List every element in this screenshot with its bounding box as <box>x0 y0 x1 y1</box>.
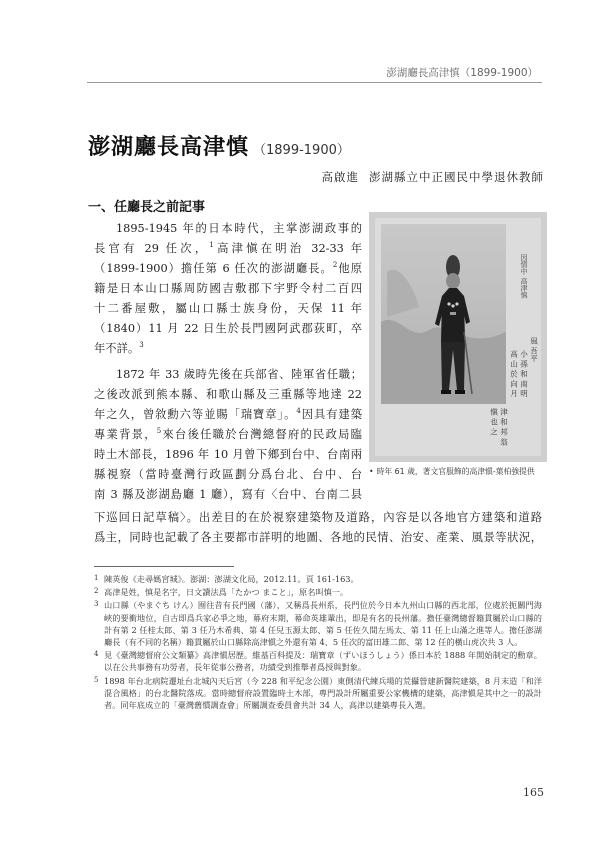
inscription-column: 高 山 於 向 月 <box>509 350 519 398</box>
paragraph-1 <box>94 219 362 359</box>
footnote-text: 陳英俊《走尋媽宮城》。澎湖：澎湖文化局，2012.11。頁 161-163。 <box>104 574 359 584</box>
body-line: 爲主，同時也記載了各主要都市詳明的地圖、各地的民情、治安、產業、風景等狀況， <box>94 531 542 544</box>
running-header-title: 澎湖廳長高津慎（1899-1900） <box>386 67 538 79</box>
inscription-column: 津 和 邦 翁 <box>499 408 509 446</box>
body-line: 籍是日本山口縣周防國吉敷郡下宇野令村二百四 <box>94 282 362 295</box>
footnote-ref[interactable]: 4 <box>296 407 301 416</box>
footnote-item <box>94 599 542 648</box>
body-text: 高津愼在明治 32-33 年 <box>213 242 362 255</box>
running-header <box>87 64 542 83</box>
footnote-number: 1 <box>94 574 99 582</box>
body-line: 1872 年 33 歲時先後在兵部省、陸軍省任職； <box>116 368 362 381</box>
footnotes <box>94 573 542 712</box>
body-line: 南 3 縣及澎湖島廳 1 廳），寫有〈台中、台南二县 <box>94 488 362 501</box>
body-text: （1899-1900）擔任第 6 任次的澎湖廳長。 <box>94 262 333 275</box>
body-line: （1840）11 月 22 日生於長門國阿武郡荻町，卒 <box>94 322 362 335</box>
author-affiliation: 澎湖縣立中正國民中學退休教師 <box>369 170 544 184</box>
footnote-item <box>94 573 542 585</box>
body-line <box>94 339 362 359</box>
footnote-item <box>94 675 542 712</box>
footnote-text: 見《臺灣總督府公文類纂》高津愼居歷。維基百科提及：瑞寶章（ずいほうしょう）係日本於 1888 年開始制定的勳章。以在公共事務有功勞者，長年從事公務者，功績受到推舉者爲授與對象。 <box>104 650 542 673</box>
footnote-item <box>94 586 542 598</box>
caption-bullet: • <box>369 467 374 476</box>
footnote-number: 2 <box>94 587 99 596</box>
section-heading: 一、任廳長之前記事 <box>88 200 206 215</box>
body-text: 他原 <box>337 262 362 275</box>
inscription-column: 小 孫 和 南 明 <box>519 350 529 398</box>
body-line: 時土木部長，1896 年 10 月曾下鄉到台中、台南兩 <box>94 448 362 461</box>
body-line <box>94 259 362 279</box>
inscription-column: 愼 也 之 <box>489 408 499 436</box>
footnote-ref[interactable]: 3 <box>139 341 144 350</box>
paragraph-2-continued <box>94 508 542 548</box>
paragraph-2 <box>94 365 362 505</box>
body-line: 之後改派到熊本縣、和歌山縣及三重縣等地達 22 <box>94 388 362 401</box>
footnote-text: 高津是姓，慎是名字，日文讀法爲「たかつ まこと」，原名叫慎一。 <box>104 587 349 598</box>
body-line <box>94 239 362 259</box>
photo-caption <box>369 466 549 477</box>
footnote-number: 5 <box>94 675 99 684</box>
body-text: 專業背景， <box>94 428 157 441</box>
body-text: 因具有建築 <box>300 408 362 421</box>
footnote-divider <box>94 566 234 567</box>
footnote-ref[interactable]: 1 <box>209 241 214 250</box>
body-text: 來台後任職於台灣總督府的民政局臨 <box>161 428 362 441</box>
author-line <box>322 169 545 185</box>
inscription-column: 風 吾平 <box>529 337 539 362</box>
footnote-item <box>94 649 542 673</box>
body-line <box>94 425 362 445</box>
footnote-number: 3 <box>94 600 99 609</box>
historical-photo <box>369 212 547 462</box>
caption-text: 時年 61 歲，著文官服飾的高津愼-葉柏強提供 <box>376 467 535 476</box>
footnote-text: 1898 年台北病院遷址台北城內天后宮（今 228 和平紀念公園）東側清代練兵場的荒攝營建新醫院建築，8 月末造「和洋混合風格」的台北醫院落成。當時總督府設置臨時土木部，專門設計所屬重要公家機構的建築，高津愼是其中之一的設計者。同年底成立的「臺灣舊慣調查會」所屬調查委員會共計 34 人，高津以建築專長入選。 <box>104 675 542 711</box>
body-line: 縣視察（當時臺灣行政區劃分爲台北、台中、台 <box>94 468 362 481</box>
body-text: 年之久，曾敘勳六等並賜「瑞寶章」。 <box>94 408 297 421</box>
body-text: 長官有 29 任次， <box>94 242 210 255</box>
body-line <box>94 405 362 425</box>
body-line: 1895-1945 年的日本時代，主掌澎湖政事的 <box>116 222 362 235</box>
title-main: 澎湖廳長高津慎 <box>88 135 250 160</box>
body-text: 年不詳。 <box>94 342 140 355</box>
footnote-ref[interactable]: 2 <box>332 261 338 270</box>
footnote-text: 山口縣（やまぐち けん）囿往昔有長門國（藩），又稱爲長州系，長門位於今日本九州山口縣的西北部，位處於扼關門海峽的要衝地位，自古即爲兵家必爭之地，幕府末期，幕命英雄輩出，即是有名的長州藩。擔任臺灣總督籍貫屬於山口縣的計有第 2 任桂太郎、第 3 任乃木希典、第 4 任兒玉源太郎、第 5 任佐久間左馬太、第 11 任上山滿之進等人。擔任澎湖廳長（有不同的名稱）籍貫屬於山口縣除高津愼之外還有第 4、5 任次的富田雄二郎、第 12 任的橫山虎次共 3 人。 <box>104 600 542 648</box>
photo-illustration <box>369 212 547 462</box>
photo-inscription-right: 因情中 高津慎 <box>520 254 528 299</box>
footnote-number: 4 <box>94 650 99 659</box>
body-line: 下巡回日記草稿〉。出差目的在於視察建築物及道路，內容是以各地官方建築和道路 <box>94 511 542 524</box>
article-title <box>88 130 350 161</box>
author-name: 高啟進 <box>321 170 359 184</box>
page-number: 165 <box>523 786 544 799</box>
body-line: 十二番屋敷，屬山口縣士族身份，天保 11 年 <box>94 302 362 315</box>
footnote-ref[interactable]: 5 <box>156 427 162 436</box>
title-years: （1899-1900） <box>253 143 350 158</box>
